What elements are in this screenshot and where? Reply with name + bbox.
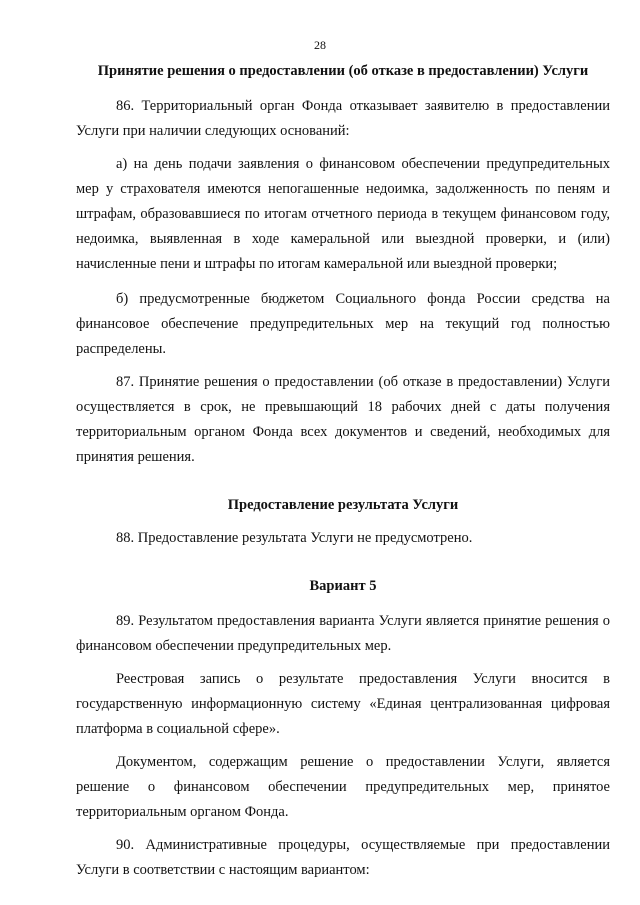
- paragraph-86-b: б) предусмотренные бюджетом Социального фонда России средства на финансовое обеспечение предупредительных мер на текущий год полностью распределены.: [76, 291, 610, 357]
- section-heading-variant-5: Вариант 5: [309, 578, 377, 594]
- paragraph-89-registry: Реестровая запись о результате предоставления Услуги вносится в государственную информационную систему «Единая централизованная цифровая платформа в социальной сфере».: [76, 671, 610, 737]
- section-heading-decision: Принятие решения о предоставлении (об отказе в предоставлении) Услуги: [97, 63, 589, 79]
- paragraph-89-document: Документом, содержащим решение о предоставлении Услуги, является решение о финансовом обеспечении предупредительных мер, принятое территориальным органом Фонда.: [76, 754, 610, 820]
- paragraph-86: 86. Территориальный орган Фонда отказывает заявителю в предоставлении Услуги при наличии следующих оснований:: [76, 98, 610, 139]
- paragraph-90: 90. Административные процедуры, осуществляемые при предоставлении Услуги в соответствии с настоящим вариантом:: [76, 837, 610, 878]
- paragraph-88: 88. Предоставление результата Услуги не предусмотрено.: [116, 530, 473, 546]
- section-heading-result: Предоставление результата Услуги: [227, 497, 459, 513]
- paragraph-87: 87. Принятие решения о предоставлении (об отказе в предоставлении) Услуги осуществляется в срок, не превышающий 18 рабочих дней с даты получения территориальным органом Фонда всех документов и сведений, необходимых для принятия решения.: [76, 374, 610, 465]
- paragraph-86-a: а) на день подачи заявления о финансовом обеспечении предупредительных мер у страхователя имеются непогашенные недоимка, задолженность по пеням и штрафам, образовавшиеся по итогам отчетного периода в текущем финансовом году, недоимка, выявленная в ходе камеральной или выездной проверки, и (или) начисленные пени и штрафы по итогам камеральной или выездной проверки;: [76, 156, 610, 272]
- page-number: 28: [314, 38, 326, 52]
- document-body: [76, 58, 610, 883]
- paragraph-89: 89. Результатом предоставления варианта Услуги является принятие решения о финансовом обеспечении предупредительных мер.: [76, 613, 610, 654]
